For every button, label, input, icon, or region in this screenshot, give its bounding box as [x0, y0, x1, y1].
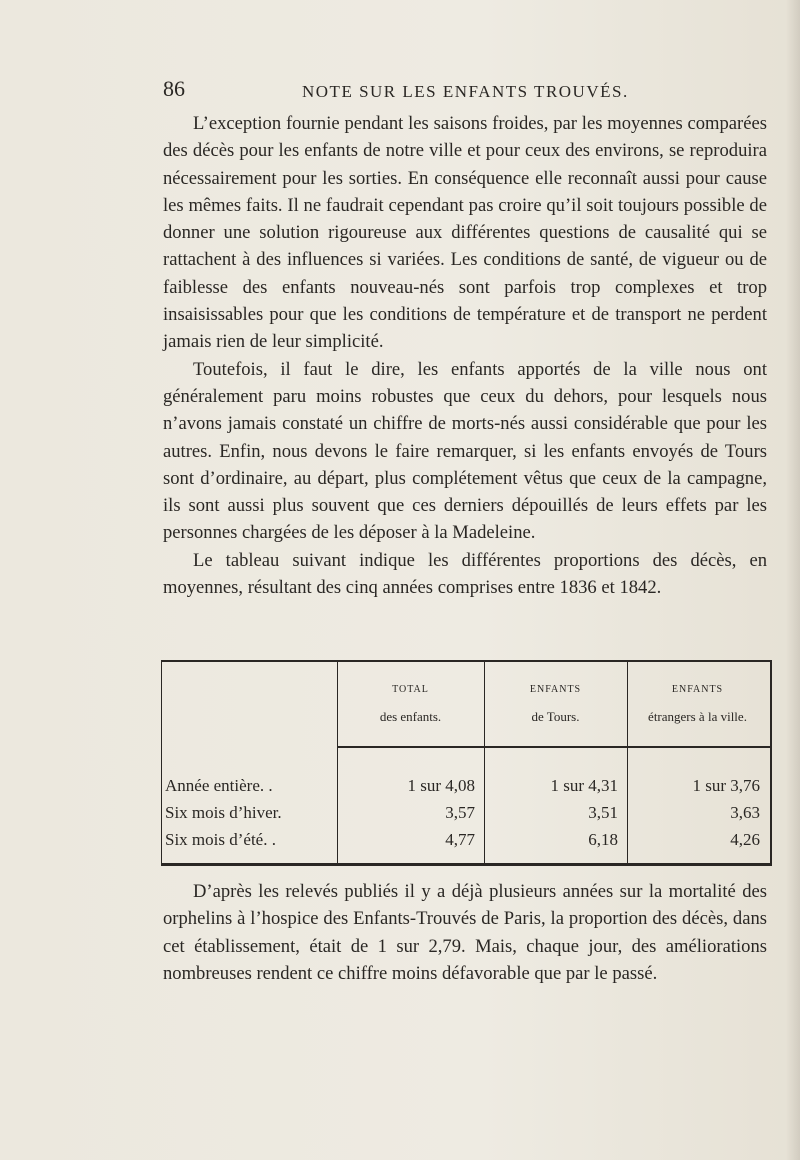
column-header-top: TOTAL [392, 684, 429, 695]
table-cell: 6,18 [588, 830, 618, 849]
paragraph: D’après les relevés publiés il y a déjà plusieurs années sur la mortalité des orphelins à l’hospice des Enfants-Trouvés de Paris, la proportion des décès, dans cet établissement, était de 1 sur 2,79. Mais, chaque jour, des améliorations nombreuses rendent ce chiffre moins défavorable que par le passé. [163, 881, 767, 984]
row-label: Six mois d’été. . [165, 830, 276, 849]
column-header-total [337, 682, 484, 725]
table-cell: 3,57 [445, 803, 475, 822]
running-title: NOTE SUR LES ENFANTS TROUVÉS. [302, 82, 629, 101]
page-number: 86 [163, 76, 185, 101]
column-header-tours [484, 682, 627, 725]
page-edge-shadow [786, 0, 800, 1160]
header-rule [337, 746, 770, 748]
table-cell: 4,26 [730, 830, 760, 849]
mortality-table [161, 660, 772, 866]
row-label: Année entière. . [165, 776, 273, 795]
column-header-etrangers [627, 682, 768, 725]
row-label: Six mois d’hiver. [165, 803, 282, 822]
table-cell: 4,77 [445, 830, 475, 849]
column-header-top: ENFANTS [671, 684, 724, 695]
table-cell: 1 sur 4,08 [407, 776, 475, 795]
paragraph: L’exception fournie pendant les saisons froides, par les moyennes comparées des décès pour les enfants de notre ville et pour ceux des environs, se reproduira nécessairement pour les sorties. En conséquence elle reconnaît aussi pour cause les mêmes faits. Il ne faudrait cependant pas croire qu’il soit toujours possible de donner une solution rigoureuse aux différentes questions de causalité qui se rattachent à des influences si variées. Les conditions de santé, de vigueur ou de faiblesse des enfants nouveau-nés sont parfois trop complexes et trop insaisissables pour que les conditions de température et de transport ne perdent jamais rien de leur simplicité. [163, 113, 767, 353]
table-cell: 1 sur 3,76 [692, 776, 760, 795]
table-cell: 3,63 [730, 803, 760, 822]
column-header-sub: de Tours. [531, 709, 580, 724]
paragraph: Le tableau suivant indique les différentes proportions des décès, en moyennes, résultant des cinq années comprises entre 1836 et 1842. [163, 549, 767, 599]
table-cell: 3,51 [588, 803, 618, 822]
paragraph: Toutefois, il faut le dire, les enfants apportés de la ville nous ont généralement paru moins robustes que ceux du dehors, pour lesquels nous n’avons jamais constaté un chiffre de morts-nés aussi considérable que pour les autres. Enfin, nous devons le faire remarquer, si les enfants envoyés de Tours sont d’ordinaire, au départ, plus complétement vêtus que ceux de la campagne, ils sont aussi plus souvent que ces derniers dépouillés de leurs effets par les personnes chargées de les déposer à la Madeleine. [163, 358, 767, 544]
column-header-sub: des enfants. [379, 709, 442, 724]
column-header-sub: étrangers à la ville. [648, 709, 747, 724]
body-text [163, 110, 767, 601]
table-cell: 1 sur 4,31 [550, 776, 618, 795]
closing-text [163, 878, 767, 987]
column-header-top: ENFANTS [529, 684, 582, 695]
